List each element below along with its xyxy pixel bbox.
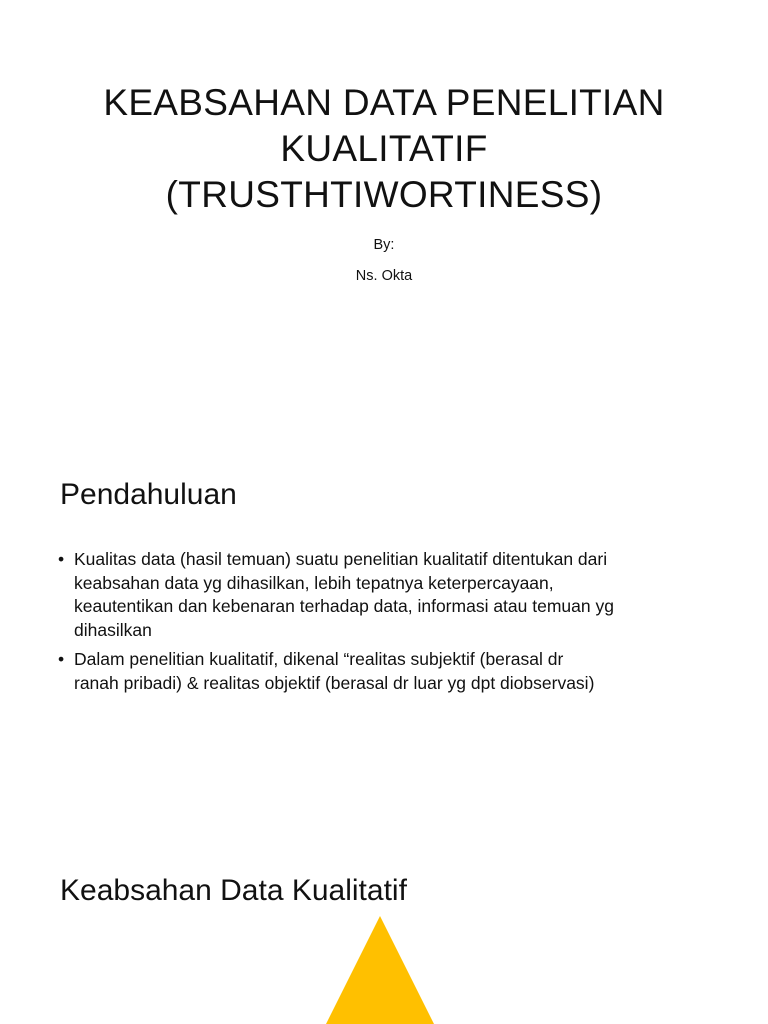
bullet-list [58, 548, 718, 701]
bullet-text-line: ranah pribadi) & realitas objektif (berasal dr luar yg dpt diobservasi) [74, 672, 595, 693]
bullet-text-line: keautentikan dan kebenaran terhadap data, informasi atau temuan yg [74, 596, 614, 616]
bullet-text-line: Dalam penelitian kualitatif, dikenal “realitas subjektif (berasal dr [74, 649, 564, 669]
validity-heading: Keabsahan Data Kualitatif [60, 874, 407, 907]
author-name: Ns. Okta [355, 268, 413, 284]
intro-slide [0, 432, 768, 822]
bullet-text-line: Kualitas data (hasil temuan) suatu penelitian kualitatif ditentukan dari [74, 549, 608, 569]
triangle-icon [326, 916, 434, 1024]
slide-title [60, 80, 708, 218]
validity-slide [0, 822, 768, 1024]
bullet-text-line: dihasilkan [74, 619, 152, 640]
by-label: By: [373, 237, 395, 253]
intro-heading: Pendahuluan [60, 478, 237, 511]
bullet-item [58, 648, 718, 695]
slide-title-line: KEABSAHAN DATA PENELITIAN [103, 82, 665, 123]
bullet-icon: • [58, 649, 65, 669]
slide-title-line: KUALITATIF [280, 128, 488, 169]
slide-subtitle [0, 230, 768, 292]
slide-title-line: (TRUSTHTIWORTINESS) [165, 174, 603, 215]
triangle-shape [326, 916, 434, 1024]
bullet-icon: • [58, 549, 65, 569]
title-slide [0, 0, 768, 432]
bullet-item [58, 548, 718, 642]
bullet-text-line: keabsahan data yg dihasilkan, lebih tepatnya keterpercayaan, [74, 572, 554, 593]
